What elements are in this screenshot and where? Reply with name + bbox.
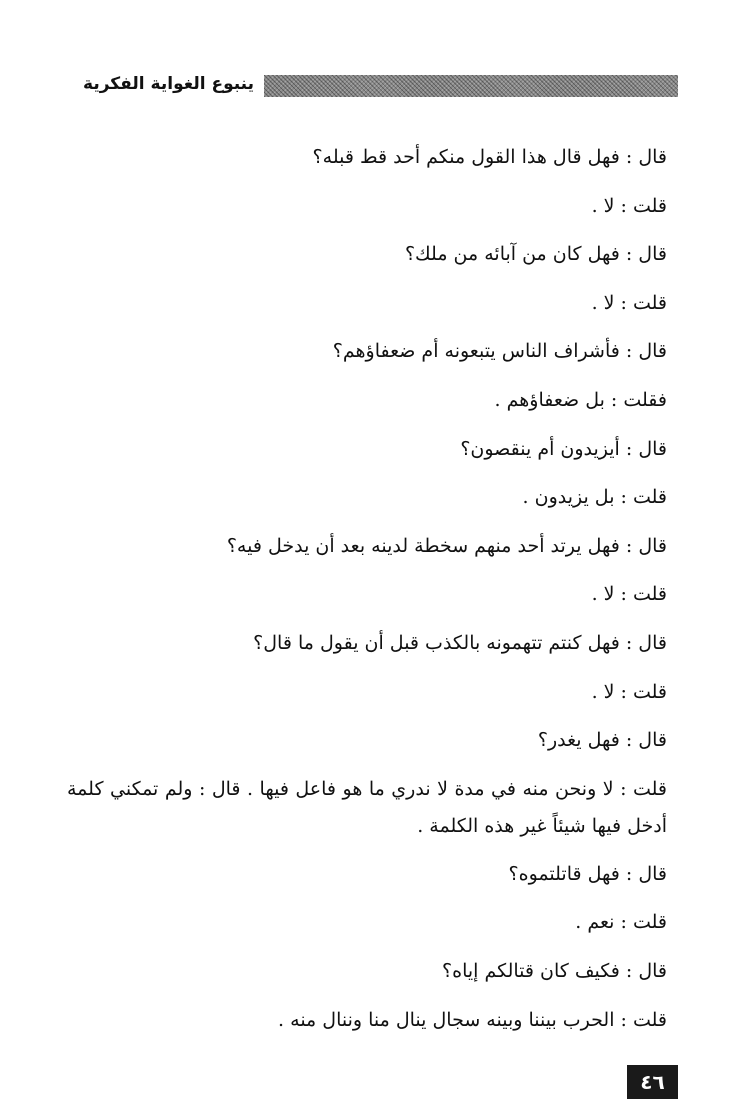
dialogue-line: قلت : لا .: [591, 194, 667, 217]
dialogue-line: قال : أيزيدون أم ينقصون؟: [460, 437, 667, 460]
dialogue-line: قال : فهل كان من آبائه من ملك؟: [404, 243, 667, 266]
page-number: ٤٦: [627, 1065, 678, 1099]
header-decorative-bar: [264, 75, 678, 97]
long-paragraph: قلت : لا ونحن منه في مدة لا ندري ما هو فاعل فيها . قال : ولم تمكني كلمة أدخل فيها شيئاً غير هذه الكلمة .: [67, 777, 667, 837]
dialogue-line: قال : فهل قاتلتموه؟: [508, 862, 667, 885]
dialogue-line: قلت : بل يزيدون .: [522, 486, 667, 509]
header-title: ينبوع الغواية الفكرية: [83, 74, 254, 94]
dialogue-line: قال : فهل قال هذا القول منكم أحد قط قبله؟: [312, 146, 667, 168]
dialogue-line: فقلت : بل ضعفاؤهم .: [494, 388, 667, 411]
dialogue-line: قلت : الحرب بيننا وبينه سجال ينال منا وننال منه .: [278, 1008, 667, 1031]
dialogue-line: قلت : لا .: [591, 583, 667, 606]
dialogue-line: قال : فهل يرتد أحد منهم سخطة لدينه بعد أن يدخل فيه؟: [226, 534, 667, 557]
dialogue-line: قلت : لا .: [591, 680, 667, 703]
page-body: [67, 139, 667, 1050]
dialogue-line: قلت : لا .: [591, 291, 667, 314]
running-header: [82, 72, 678, 102]
dialogue-line: قال : فكيف كان قتالكم إياه؟: [442, 959, 667, 982]
dialogue-line: قلت : نعم .: [575, 911, 667, 934]
dialogue-line: قال : فهل يغدر؟: [537, 729, 667, 752]
dialogue-line: قال : فأشراف الناس يتبعونه أم ضعفاؤهم؟: [332, 340, 667, 363]
dialogue-line: قال : فهل كنتم تتهمونه بالكذب قبل أن يقول ما قال؟: [253, 631, 667, 654]
